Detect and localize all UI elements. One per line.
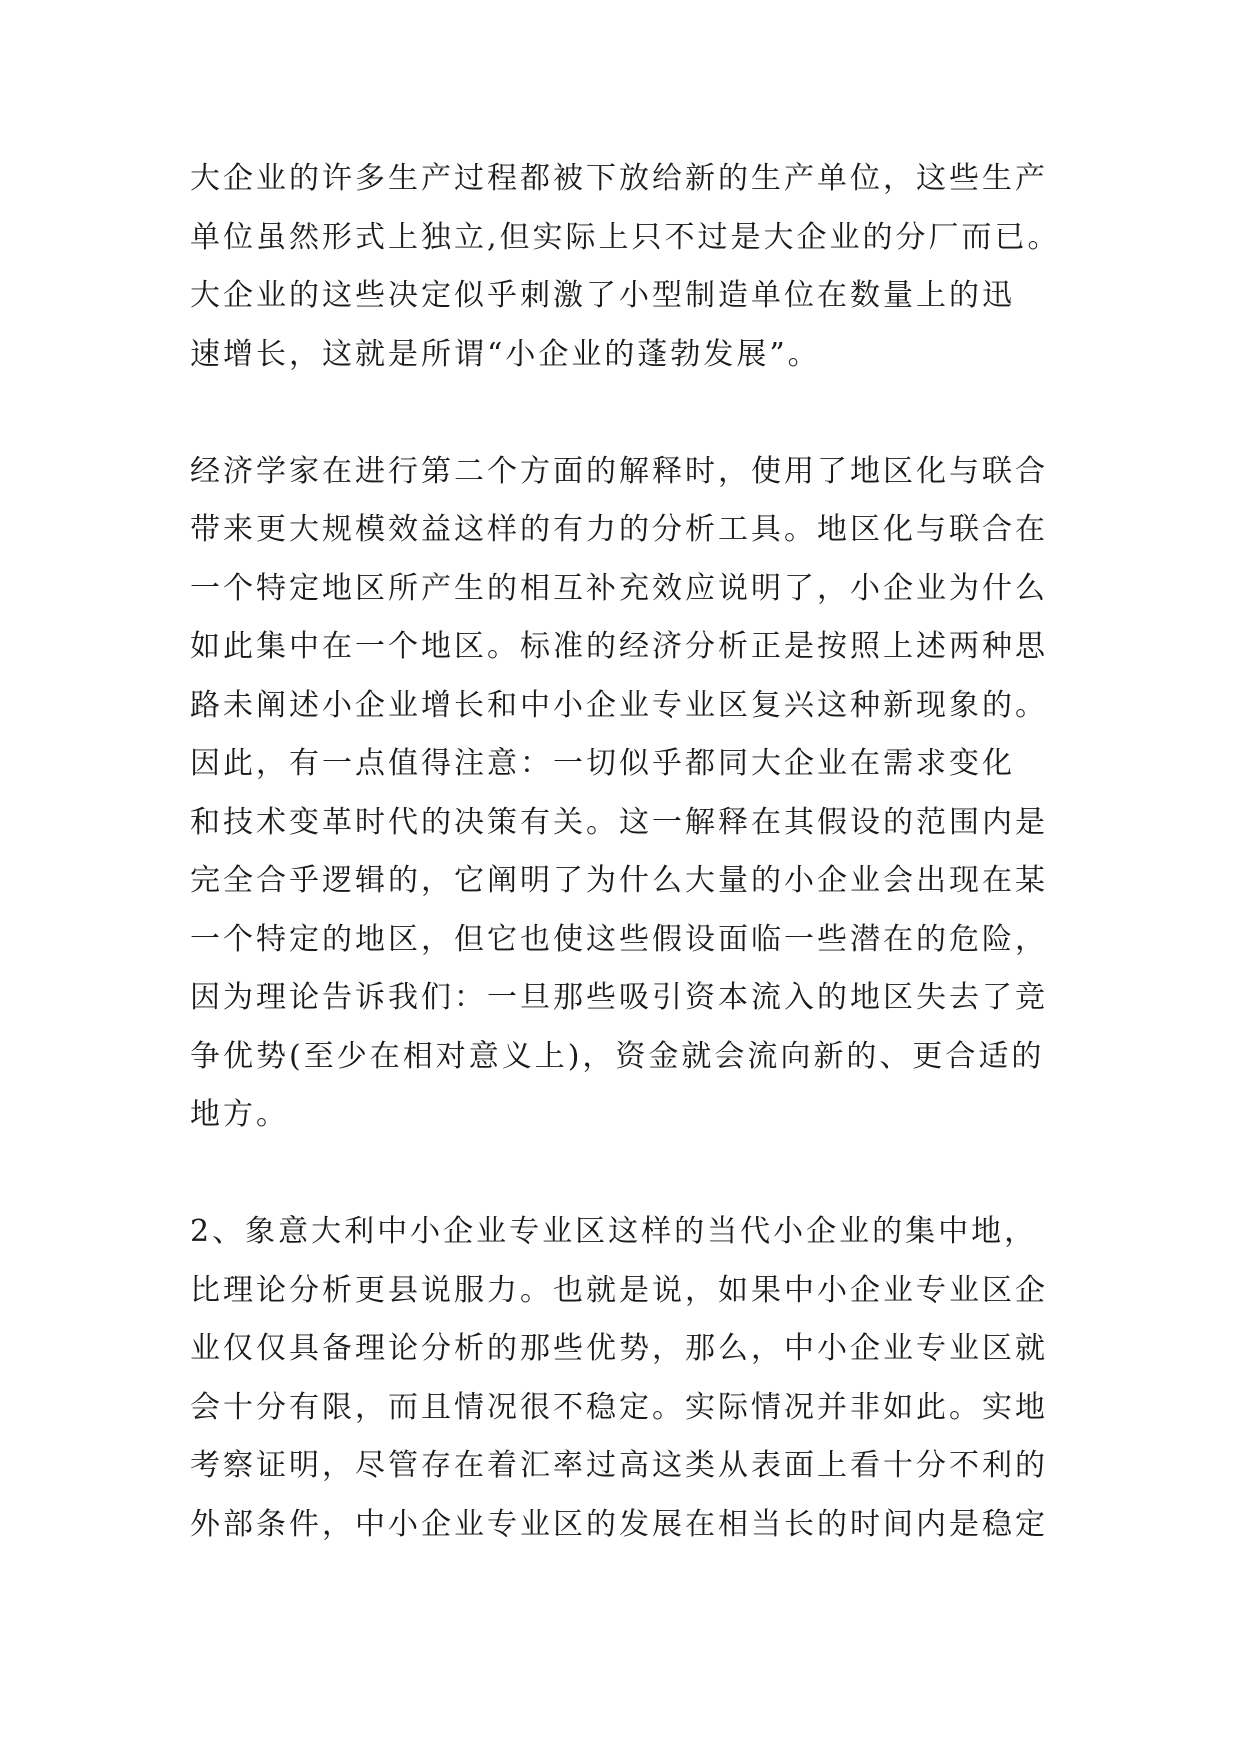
text-line: 速增长，这就是所谓“小企业的蓬勃发展”。	[190, 336, 821, 372]
text-line: 带来更大规模效益这样的有力的分析工具。地区化与联合在	[190, 512, 1048, 547]
text-line: 业仅仅具备理论分析的那些优势，那么，中小企业专业区就	[190, 1331, 1048, 1366]
text-line: 比理论分析更县说服力。也就是说，如果中小企业专业区企	[190, 1272, 1048, 1308]
text-line: 争优势(至少在相对意义上)，资金就会流向新的、更合适的	[190, 1038, 1045, 1074]
text-line: 外部条件，中小企业专业区的发展在相当长的时间内是稳定	[190, 1506, 1048, 1542]
text-line: 单位虽然形式上独立,但实际上只不过是大企业的分厂而已。	[190, 219, 1061, 255]
text-line: 地方。	[190, 1097, 289, 1132]
text-line: 因此，有一点值得注意：一切似乎都同大企业在需求变化	[190, 746, 1015, 781]
text-line: 会十分有限，而且情况很不稳定。实际情况并非如此。实地	[190, 1389, 1048, 1425]
text-line: 完全合乎逻辑的，它阐明了为什么大量的小企业会出现在某	[190, 863, 1048, 898]
paragraph-gap	[190, 384, 1090, 443]
paragraph-1	[190, 150, 1090, 384]
text-line: 一个特定的地区，但它也使这些假设面临一些潜在的危险，	[190, 921, 1048, 957]
text-line: 经济学家在进行第二个方面的解释时，使用了地区化与联合	[190, 453, 1048, 489]
text-line: 如此集中在一个地区。标准的经济分析正是按照上述两种思	[190, 629, 1048, 664]
text-line: 大企业的这些决定似乎刺激了小型制造单位在数量上的迅	[190, 278, 1015, 313]
paragraph-3	[190, 1203, 1090, 1554]
text-line: 2、象意大利中小企业专业区这样的当代小企业的集中地，	[190, 1214, 1038, 1249]
text-line: 一个特定地区所产生的相互补充效应说明了，小企业为什么	[190, 570, 1048, 606]
paragraph-2	[190, 443, 1090, 1145]
paragraph-gap	[190, 1145, 1090, 1204]
text-line: 考察证明，尽管存在着汇率过高这类从表面上看十分不利的	[190, 1448, 1048, 1483]
text-line: 大企业的许多生产过程都被下放给新的生产单位，这些生产	[190, 161, 1048, 196]
document-body	[190, 150, 1090, 1554]
text-line: 因为理论告诉我们：一旦那些吸引资本流入的地区失去了竞	[190, 980, 1048, 1015]
text-line: 和技术变革时代的决策有关。这一解释在其假设的范围内是	[190, 804, 1048, 840]
text-line: 路未阐述小企业增长和中小企业专业区复兴这种新现象的。	[190, 687, 1048, 723]
